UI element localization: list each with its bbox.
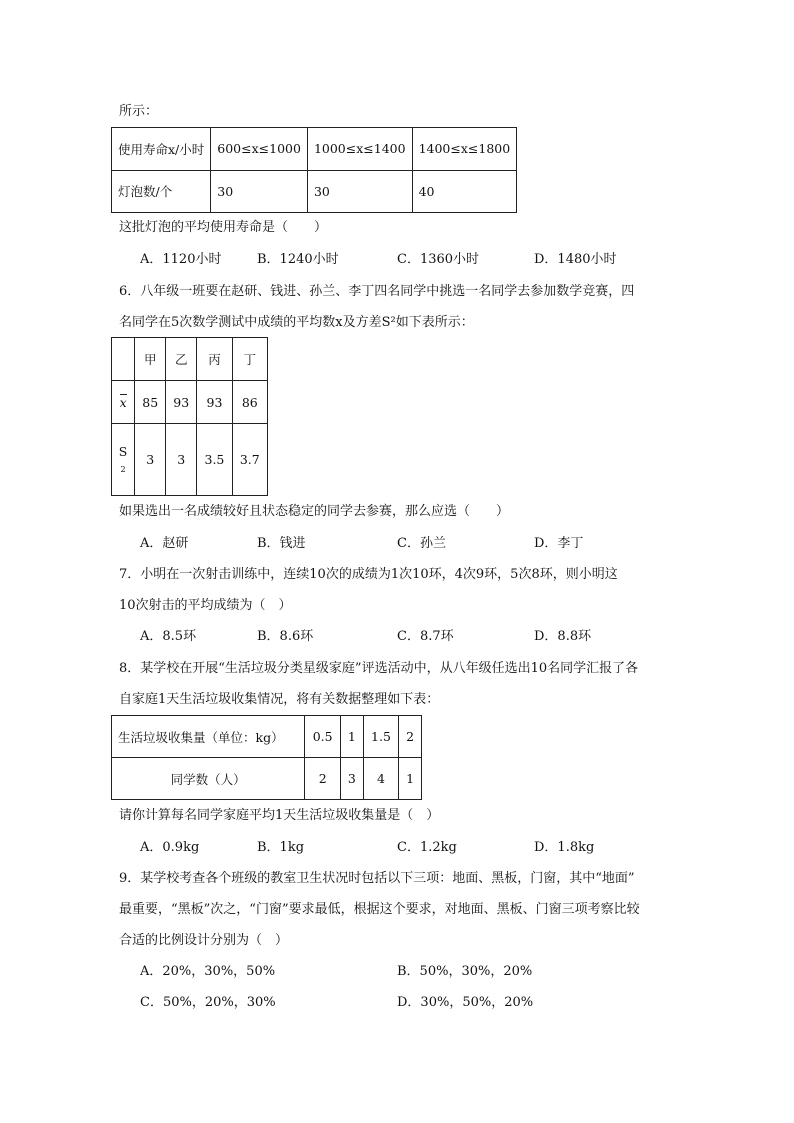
- q6-mean-yi: 93: [166, 381, 197, 424]
- q8-students-label: 同学数（人）: [112, 758, 305, 800]
- q8-table: [111, 715, 422, 800]
- q8-option-c: C．1.2kg: [397, 840, 457, 855]
- q6-stem-line2: 名同学在5次数学测试中成绩的平均数x及方差S²如下表所示：: [119, 315, 474, 330]
- q5-option-d: D．1480小时: [534, 252, 617, 267]
- q9-stem-line2: 最重要，“黑板”次之，“门窗”要求最低，根据这个要求，对地面、黑板、门窗三项考察比较: [119, 902, 640, 917]
- q6-variance-label: [112, 424, 135, 496]
- q6-header-empty: [112, 338, 135, 381]
- x-bar-symbol: x: [119, 394, 127, 410]
- q6-option-d: D．李丁: [534, 536, 584, 551]
- q9-option-c: C．50%，20%，30%: [140, 995, 276, 1010]
- q9-option-b: B．50%，30%，20%: [397, 964, 533, 979]
- q9-option-d: D．30%，50%，20%: [397, 995, 534, 1010]
- q7-stem-line2: 10次射击的平均成绩为（ ）: [119, 598, 292, 613]
- q6-mean-ding: 86: [232, 381, 267, 424]
- q6-header-bing: 丙: [197, 338, 232, 381]
- q6-mean-bing: 93: [197, 381, 232, 424]
- q6-option-b: B．钱进: [257, 536, 306, 551]
- q8-stem-line1: 8．某学校在开展“生活垃圾分类星级家庭”评选活动中，从八年级任选出10名同学汇报了各: [119, 661, 639, 676]
- s-subscript: 2: [120, 465, 126, 475]
- q6-option-a: A．赵研: [140, 536, 189, 551]
- q8-option-b: B．1kg: [257, 840, 305, 855]
- q5-header-life: 使用寿命x/小时: [112, 128, 211, 171]
- q6-var-jia: 3: [135, 424, 166, 496]
- q6-header-yi: 乙: [166, 338, 197, 381]
- q7-option-d: D．8.8环: [534, 629, 592, 644]
- q5-count3: 40: [412, 170, 517, 213]
- q5-header-range2: 1000≤x≤1400: [307, 128, 412, 171]
- q8-students-3: 4: [363, 758, 399, 800]
- q6-stem-line1: 6．八年级一班要在赵研、钱进、孙兰、李丁四名同学中挑选一名同学去参加数学竞赛，四: [119, 284, 635, 299]
- q6-table: [111, 337, 268, 496]
- q9-stem-line3: 合适的比例设计分别为（ ）: [119, 933, 289, 948]
- q6-question: 如果选出一名成绩较好且状态稳定的同学去参赛，那么应选（ ）: [119, 504, 510, 519]
- q8-amount-2: 1: [340, 716, 363, 758]
- q7-stem-line1: 7．小明在一次射击训练中，连续10次的成绩为1次10环，4次9环，5次8环，则小明这: [119, 567, 618, 582]
- q9-stem-line1: 9．某学校考查各个班级的教室卫生状况时包括以下三项：地面、黑板，门窗，其中“地面”: [119, 871, 635, 886]
- q5-option-b: B．1240小时: [257, 252, 339, 267]
- q6-var-yi: 3: [166, 424, 197, 496]
- q5-header-range3: 1400≤x≤1800: [412, 128, 517, 171]
- q8-students-4: 1: [399, 758, 422, 800]
- q5-count1: 30: [211, 170, 308, 213]
- q8-amount-3: 1.5: [363, 716, 399, 758]
- q6-mean-jia: 85: [135, 381, 166, 424]
- q5-question: 这批灯泡的平均使用寿命是（ ）: [119, 220, 328, 235]
- s-symbol: S: [118, 444, 128, 460]
- q6-mean-label: [112, 381, 135, 424]
- q9-option-a: A．20%，30%，50%: [140, 964, 276, 979]
- q8-amount-4: 2: [399, 716, 422, 758]
- q8-amount-label: 生活垃圾收集量（单位：kg）: [112, 716, 305, 758]
- q8-students-1: 2: [305, 758, 341, 800]
- q6-header-jia: 甲: [135, 338, 166, 381]
- q7-option-c: C．8.7环: [397, 629, 454, 644]
- q7-option-b: B．8.6环: [257, 629, 314, 644]
- q5-intro: 所示：: [119, 104, 159, 119]
- q5-option-a: A．1120小时: [140, 252, 222, 267]
- q8-students-2: 3: [340, 758, 363, 800]
- q7-option-a: A．8.5环: [140, 629, 197, 644]
- q5-option-c: C．1360小时: [397, 252, 480, 267]
- q8-option-d: D．1.8kg: [534, 840, 595, 855]
- q8-stem-line2: 自家庭1天生活垃圾收集情况，将有关数据整理如下表：: [119, 692, 440, 707]
- q6-option-c: C．孙兰: [397, 536, 446, 551]
- q8-question: 请你计算每名同学家庭平均1天生活垃圾收集量是（ ）: [119, 808, 440, 823]
- q8-amount-1: 0.5: [305, 716, 341, 758]
- q5-table: [111, 127, 517, 213]
- q6-var-bing: 3.5: [197, 424, 232, 496]
- q8-option-a: A．0.9kg: [140, 840, 200, 855]
- q6-var-ding: 3.7: [232, 424, 267, 496]
- q5-row-label: 灯泡数/个: [112, 170, 211, 213]
- q5-count2: 30: [307, 170, 412, 213]
- q6-header-ding: 丁: [232, 338, 267, 381]
- q5-header-range1: 600≤x≤1000: [211, 128, 308, 171]
